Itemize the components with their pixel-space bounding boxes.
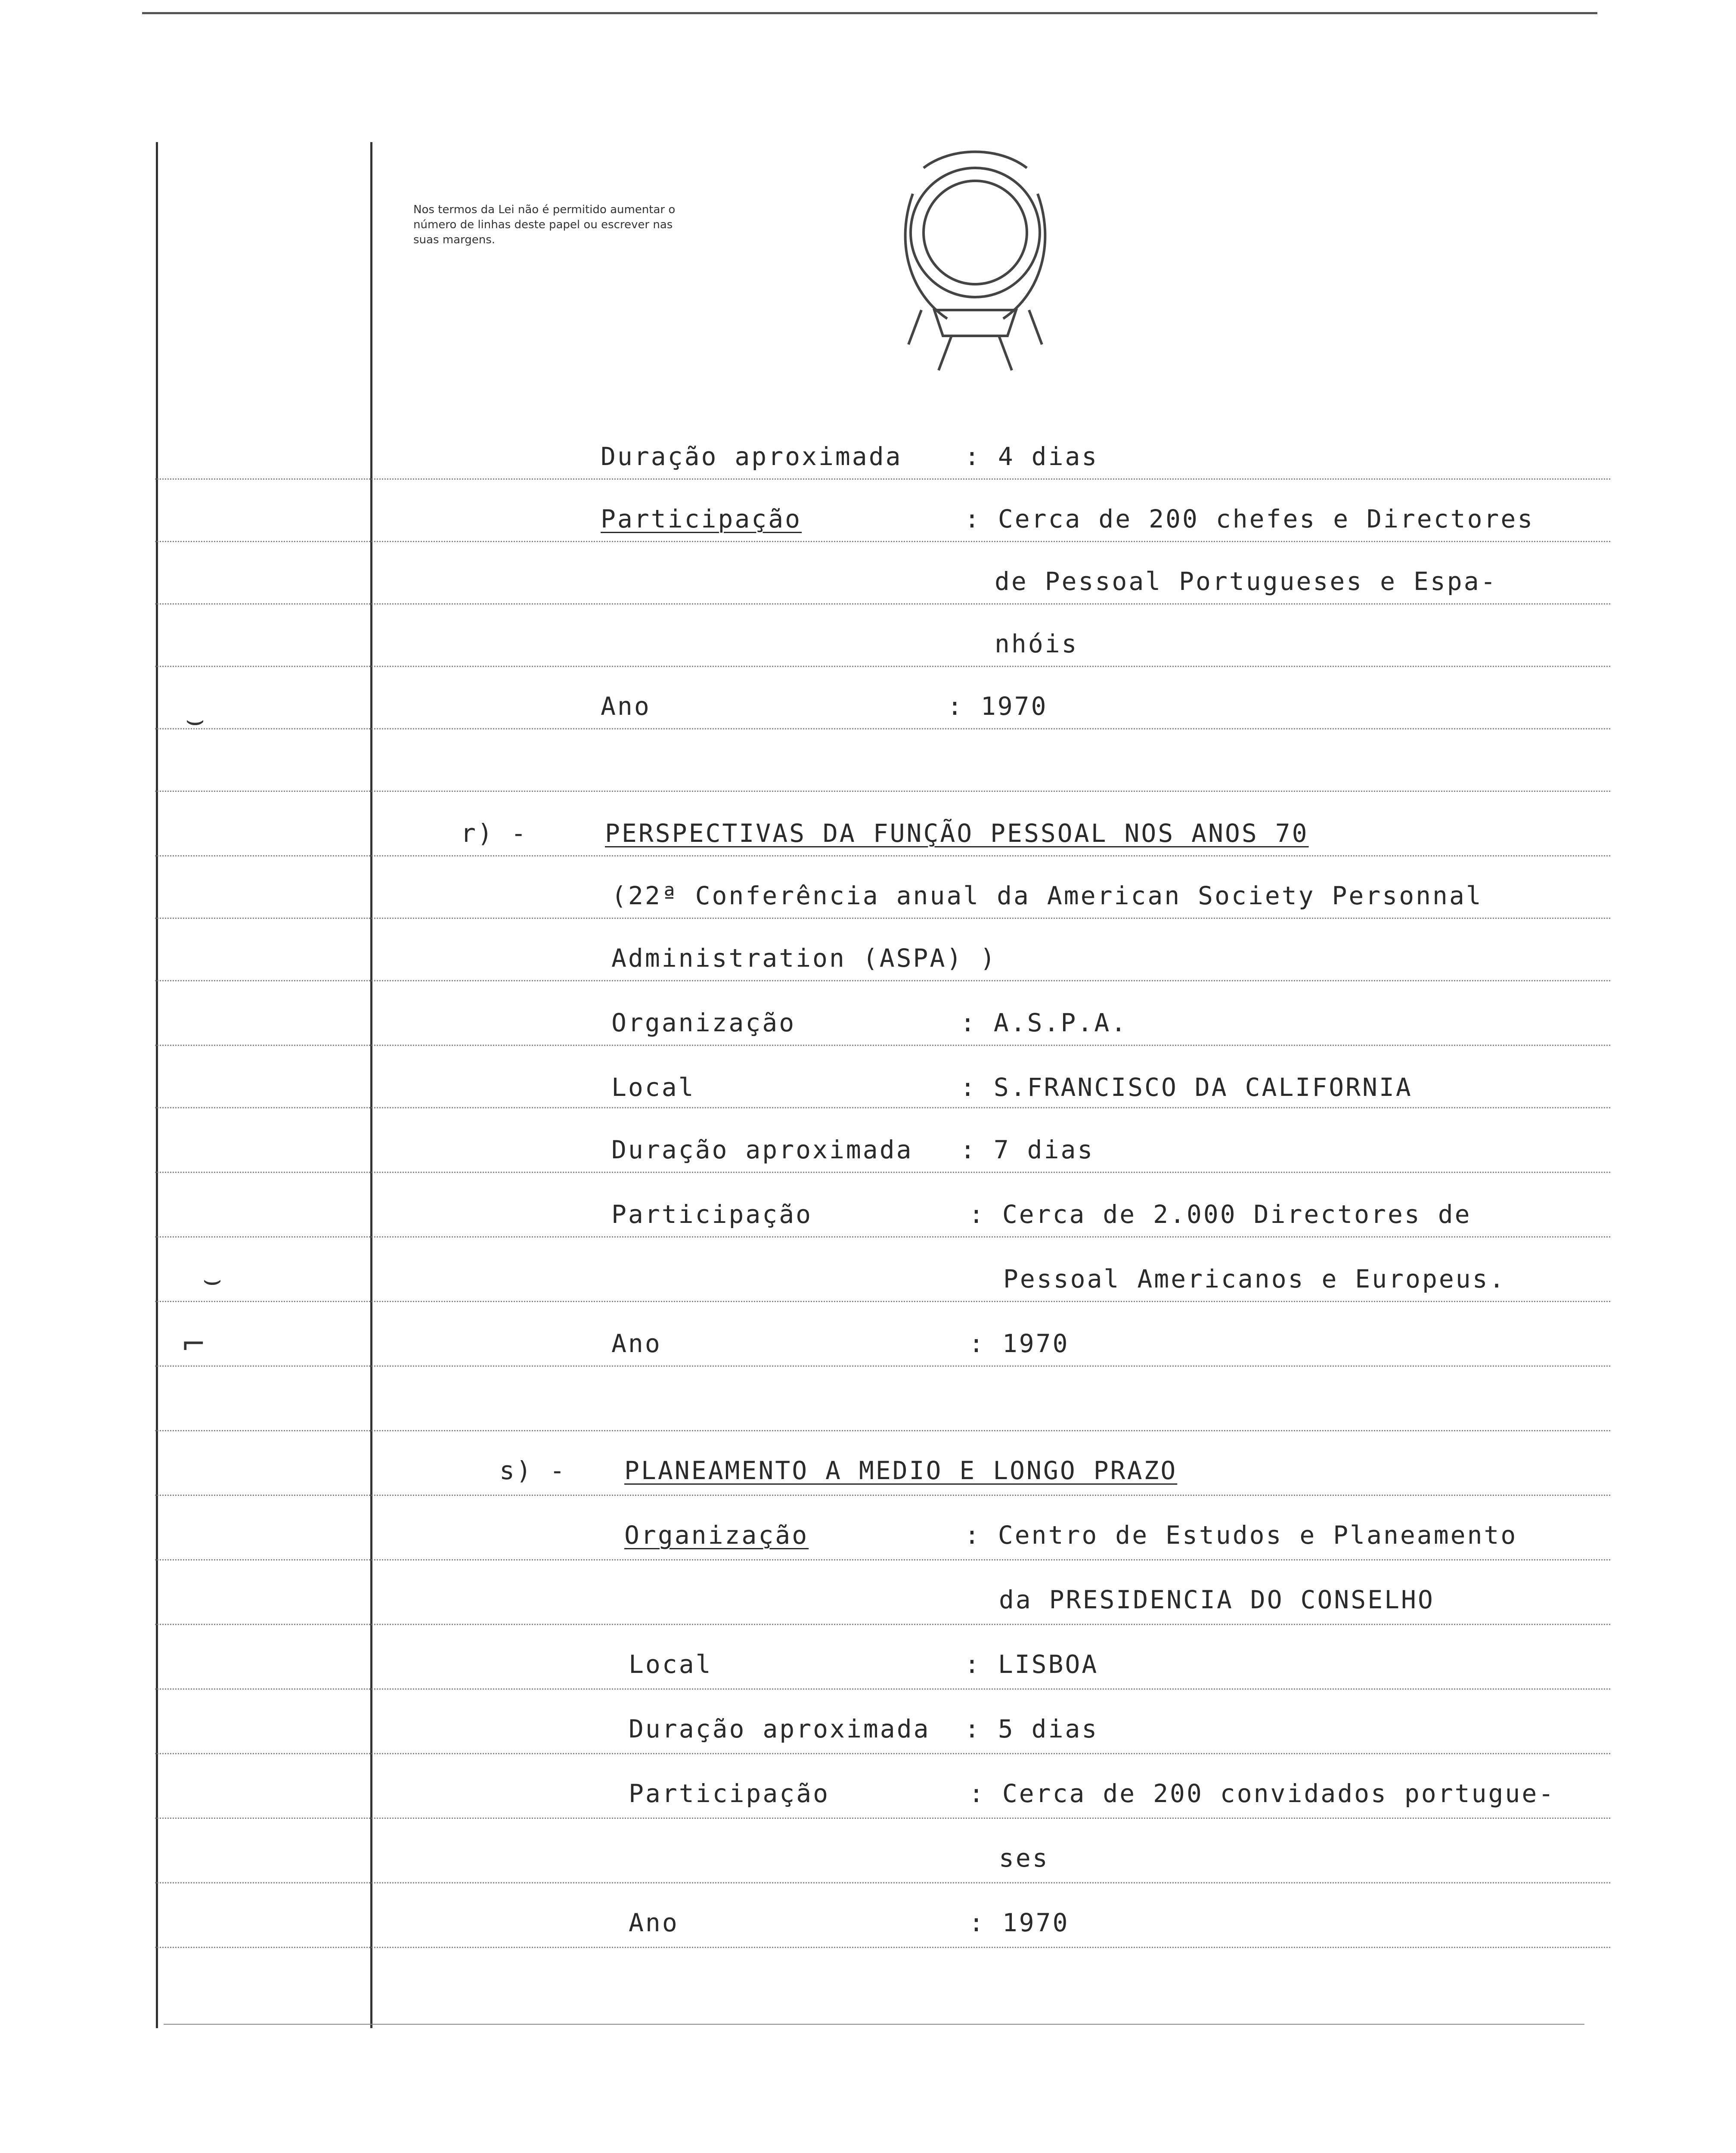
section-title-s: PLANEAMENTO A MEDIO E LONGO PRAZO: [624, 1456, 1178, 1485]
margin-check-mark: ⌣: [202, 1262, 223, 1297]
participacao-value-r-2: Pessoal Americanos e Europeus.: [1003, 1264, 1506, 1294]
legal-notice: Nos termos da Lei não é permitido aumentar o número de linhas deste papel ou escrever nas suas margens.: [413, 203, 676, 246]
participacao-value-s-1: : Cerca de 200 convidados portugue-: [969, 1779, 1556, 1808]
ano-label-s: Ano: [629, 1908, 679, 1937]
organizacao-label-r: Organização: [611, 1008, 796, 1037]
ano-value-q: : 1970: [947, 692, 1048, 721]
duracao-label-s: Duração aproximada: [629, 1714, 930, 1743]
local-label-r: Local: [611, 1073, 695, 1102]
ruled-line: [155, 917, 1610, 919]
ruled-line: [155, 980, 1610, 981]
participacao-value-s-2: ses: [999, 1843, 1049, 1873]
margin-check-mark: ⌐: [181, 1326, 206, 1362]
local-label-s: Local: [629, 1650, 713, 1679]
participacao-value-q-2: de Pessoal Portugueses e Espa-: [995, 567, 1497, 596]
ruled-line: [155, 1107, 1610, 1108]
ruled-line: [155, 1946, 1610, 1948]
ruled-line: [155, 540, 1610, 542]
participacao-value-q-1: : Cerca de 200 chefes e Directores: [964, 504, 1534, 534]
ruled-line: [155, 1494, 1610, 1496]
ruled-line: [155, 1044, 1610, 1046]
local-value-r: : S.FRANCISCO DA CALIFORNIA: [960, 1073, 1413, 1102]
duracao-value-r: : 7 dias: [960, 1135, 1094, 1164]
ruled-line: [155, 790, 1610, 792]
participacao-label-r: Participação: [611, 1200, 813, 1229]
local-value-s: : LISBOA: [964, 1650, 1099, 1679]
bottom-rule: [164, 2024, 1584, 2025]
ruled-line: [155, 1365, 1610, 1367]
ruled-line: [155, 1817, 1610, 1819]
organizacao-value-s-2: da PRESIDENCIA DO CONSELHO: [999, 1585, 1435, 1614]
ruled-line: [155, 1559, 1610, 1560]
ruled-line: [155, 1623, 1610, 1625]
ruled-line: [155, 1300, 1610, 1302]
item-marker-r: r) -: [461, 819, 528, 848]
top-rule: [142, 12, 1597, 14]
ruled-line: [155, 1882, 1610, 1883]
ruled-line: [155, 1753, 1610, 1754]
outer-margin-rule: [156, 142, 158, 2028]
ruled-line: [155, 1171, 1610, 1173]
organizacao-value-r: : A.S.P.A.: [960, 1008, 1128, 1037]
ano-value-s: : 1970: [969, 1908, 1070, 1937]
coat-of-arms-seal: [844, 129, 1107, 388]
ruled-line: [155, 603, 1610, 605]
ruled-line: [155, 665, 1610, 667]
ano-value-r: : 1970: [969, 1329, 1070, 1358]
subtitle-r-1: (22ª Conferência anual da American Society Personnal: [611, 881, 1483, 910]
participacao-value-q-3: nhóis: [995, 629, 1079, 658]
organizacao-label-s: Organização: [624, 1520, 809, 1550]
ruled-line: [155, 1236, 1610, 1238]
organizacao-value-s-1: : Centro de Estudos e Planeamento: [964, 1520, 1518, 1550]
ruled-line: [155, 728, 1610, 729]
inner-margin-rule: [370, 142, 372, 2028]
ruled-line: [155, 855, 1610, 856]
ruled-line: [155, 1430, 1610, 1431]
participacao-label-s: Participação: [629, 1779, 830, 1808]
duracao-label-r: Duração aproximada: [611, 1135, 913, 1164]
participacao-value-r-1: : Cerca de 2.000 Directores de: [969, 1200, 1472, 1229]
duracao-value-s: : 5 dias: [964, 1714, 1099, 1743]
section-title-r: PERSPECTIVAS DA FUNÇÃO PESSOAL NOS ANOS 70: [605, 819, 1309, 848]
ruled-line: [155, 1688, 1610, 1690]
ano-label-q: Ano: [601, 692, 651, 721]
item-marker-s: s) -: [499, 1456, 567, 1485]
participacao-label-q: Participação: [601, 504, 802, 534]
ruled-line: [155, 478, 1610, 480]
subtitle-r-2: Administration (ASPA) ): [611, 943, 997, 973]
ano-label-r: Ano: [611, 1329, 662, 1358]
duracao-label-q: Duração aproximada: [601, 442, 902, 471]
margin-check-mark: ⌣: [185, 702, 205, 737]
duracao-value-q: : 4 dias: [964, 442, 1099, 471]
